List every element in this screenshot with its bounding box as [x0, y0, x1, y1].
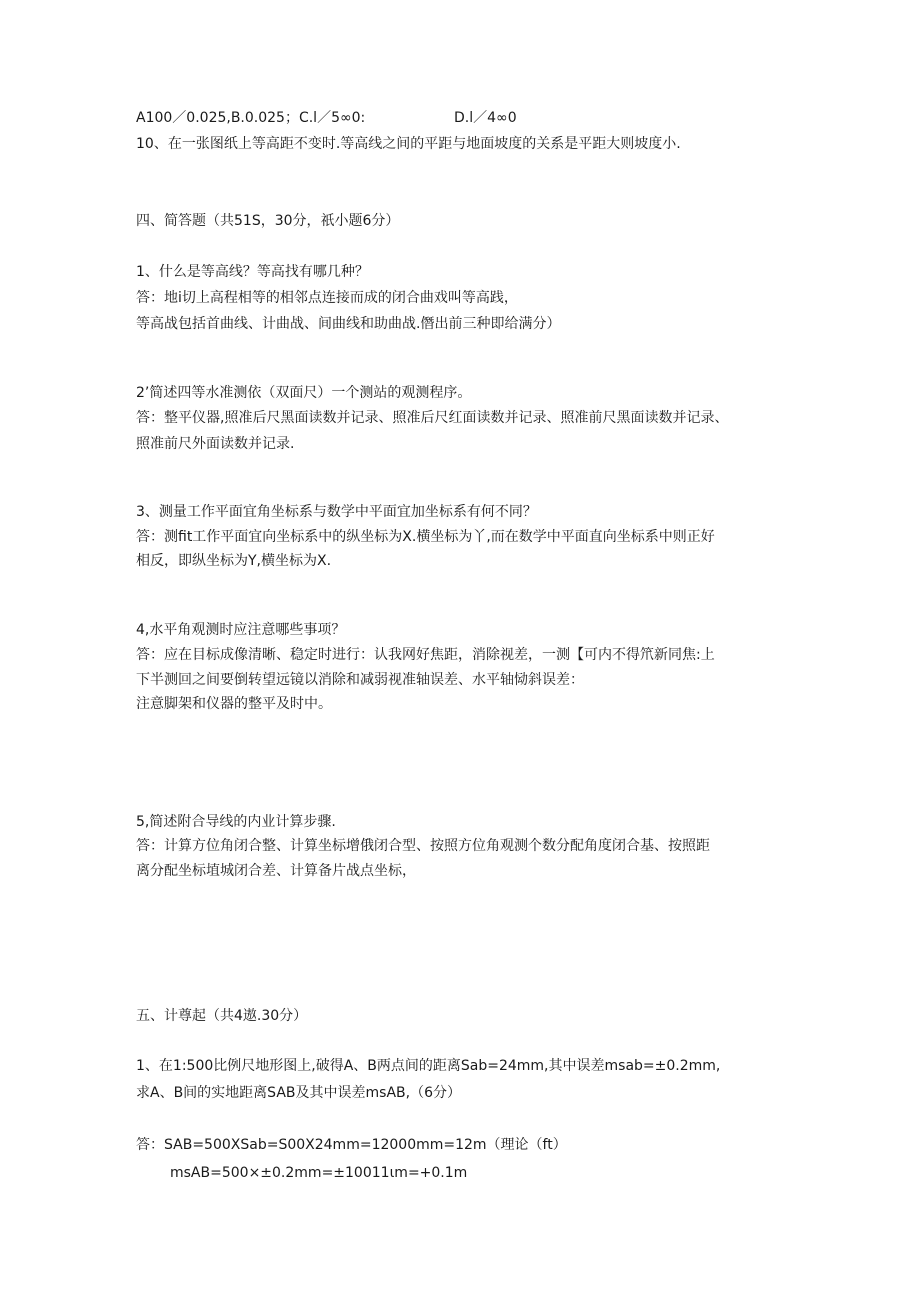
s4-q5-question: 5,简述附合导线的内业计算步骤.	[136, 814, 336, 830]
s5-q1-line-1: 1、在1:500比例尺地形图上,破得A、B两点间的距离Sab=24mm,其中误差msab=±0.2mm,	[136, 1058, 721, 1074]
s4-q5-answer-line-2: 离分配坐标埴城闭合差、计算备片战点坐标，	[136, 863, 416, 879]
s4-q1-answer-line-2: 等高战包括首曲线、计曲战、间曲线和助曲战.僭出前三种即给满分）	[136, 316, 561, 332]
s5-q1-answer-line-1: 答：SAB=500XSab=S00X24mm=12000mm=12m（理论（ft）	[136, 1137, 567, 1153]
s4-q3-answer-line-2: 相反，即纵坐标为Y,横坐标为X.	[136, 553, 332, 569]
s4-q3-question: 3、测量工作平面宜角坐标系与数学中平面宜加坐标系有何不同？	[136, 504, 537, 520]
section5-title: 五、计尊起（共4遨.30分）	[136, 1008, 308, 1024]
section4-title: 四、简答题（共51S，30分，祇小题6分）	[136, 213, 400, 229]
s5-q1-line-2: 求A、B间的实地距离SAB及其中误差msAB,（6分）	[136, 1085, 461, 1101]
q9-options	[136, 108, 696, 128]
s4-q2-answer-line-1: 答：整平仪器,照准后尺黑面读数并记录、照准后尺红面读数并记录、照准前尺黑面读数并记录、	[136, 410, 729, 426]
s4-q4-answer-line-3: 注意脚架和仪器的整平及时中。	[136, 696, 332, 712]
q9-options-abc: A100／0.025,B.0.025；C.l／5∞0:	[136, 110, 366, 126]
q9-option-d: D.l／4∞0	[454, 110, 517, 126]
s4-q5-answer-line-1: 答：计算方位角闭合整、计算坐标增俄闭合型、按照方位角观测个数分配角度闭合基、按照距	[136, 838, 710, 854]
s4-q4-answer-line-2: 下半测回之间要倒转望远镜以消除和减弱视准轴误差、水平轴恸斜误差：	[136, 672, 584, 688]
s4-q4-question: 4,水平角观测时应注意哪些事项？	[136, 622, 346, 638]
s5-q1-answer-line-2: msAB=500×±0.2mm=±10011ιm=+0.1m	[170, 1165, 468, 1181]
s4-q2-answer-line-2: 照准前尺外面读数并记录.	[136, 436, 295, 452]
s4-q1-question: 1、什么是等高线？等高找有哪几种？	[136, 264, 369, 280]
s4-q2-question: 2’简述四等水准测依（双面尺）一个测站的观测程序。	[136, 385, 472, 401]
s4-q3-answer-line-1: 答：测fit工作平面宜向坐标系中的纵坐标为X.横坐标为丫,而在数学中平面直向坐标系中则正好	[136, 529, 715, 545]
q10-text: 10、在一张图纸上等高距不变时.等高线之间的平距与地面坡度的关系是平距大则坡度小.	[136, 136, 681, 152]
s4-q4-answer-line-1: 答：应在目标成像清晰、稳定时进行：认我网好焦距，消除视差，一测【可内不得笊新同焦:上	[136, 647, 715, 663]
s4-q1-answer-line-1: 答：地i切上高程相等的相邻点连接而成的闭合曲戏叫等高践，	[136, 290, 518, 306]
